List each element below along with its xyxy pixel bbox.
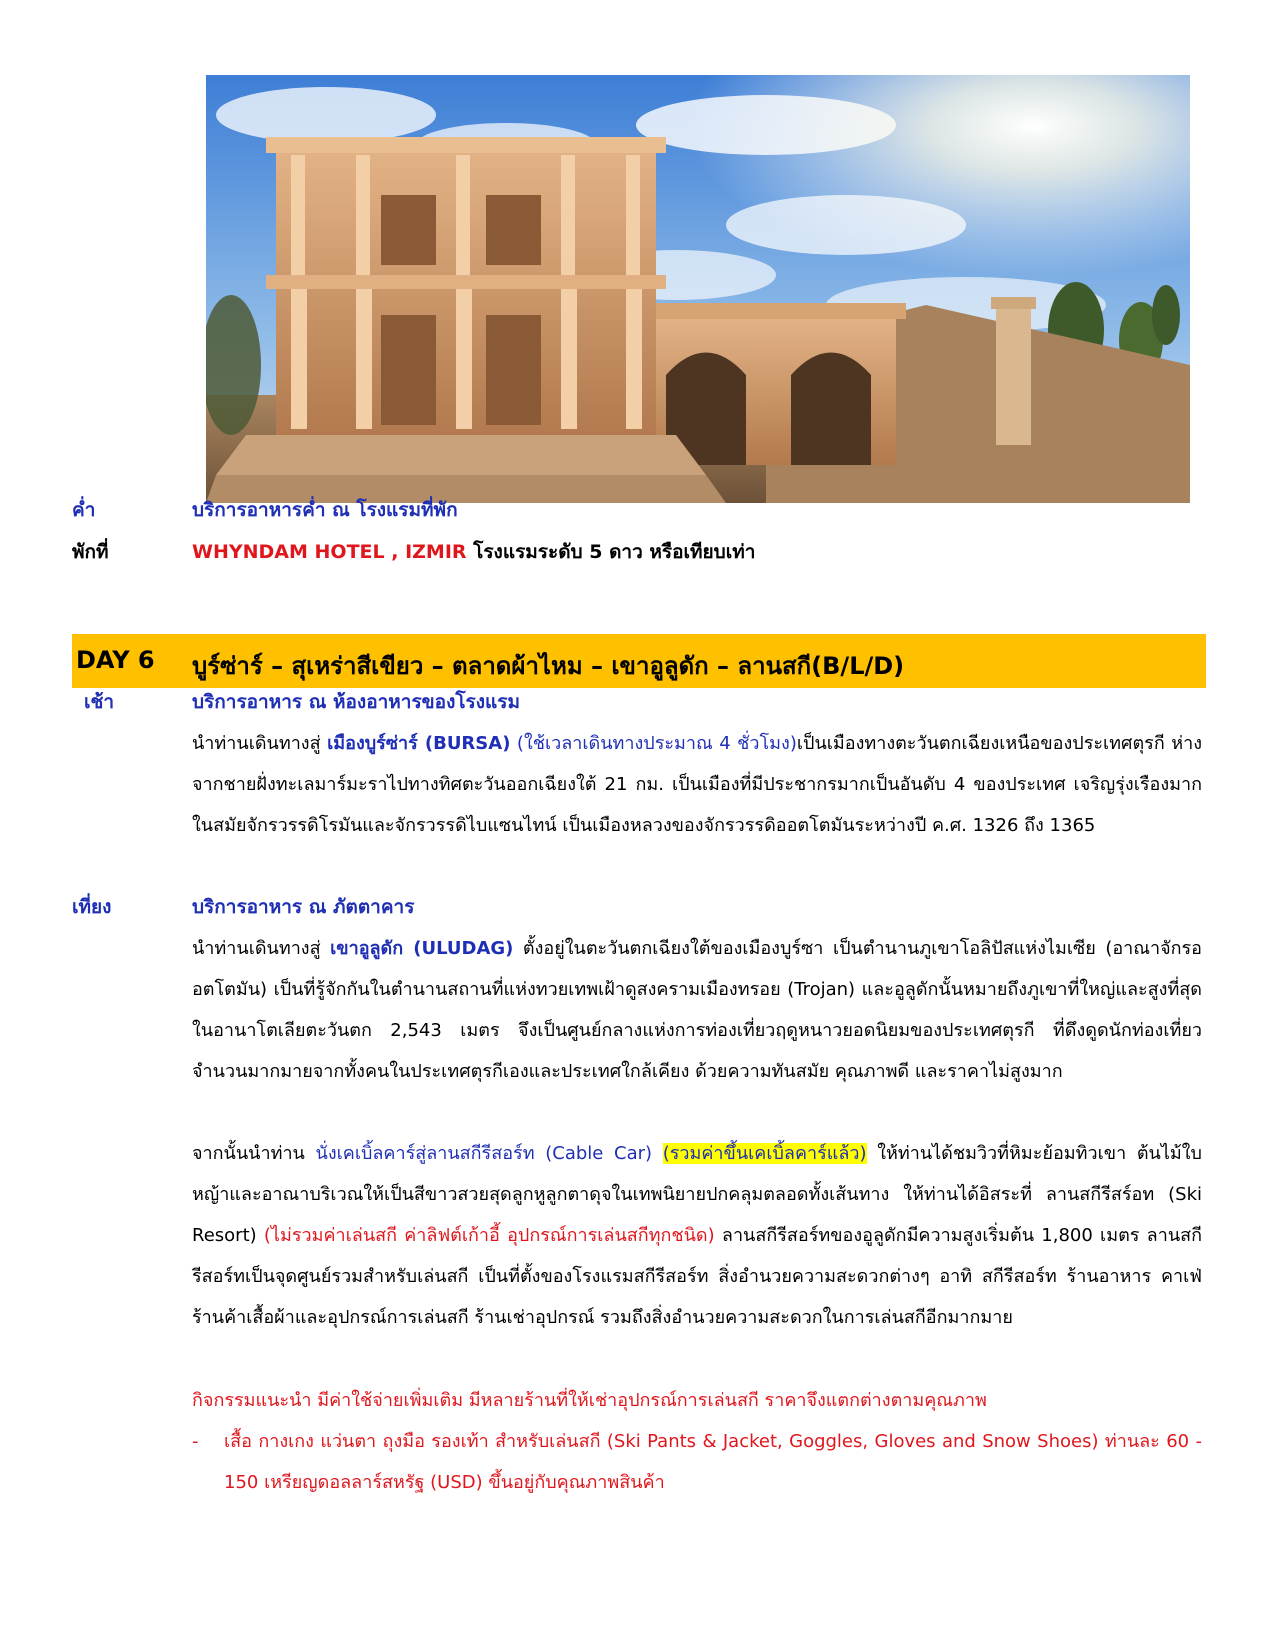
p3-space <box>652 1143 663 1164</box>
p3-c: ลานสกีรีสอร์ทของอูลูดักมีความสูงเริ่มต้น 1,800 เมตร ลานสกีรีสอร์ทเป็นจุดศูนย์รวมสำหรับเล่นสกี เป็นที่ตั้งของโรงแรมสกีรีสอร์ท สิ่งอำนวยความสะดวกต่างๆ อาทิ สกีรีสอร์ท ร้านอาหาร คาเฟ่ ร้านค้าเสื้อผ้าและอุปกรณ์การเล่นสกี ร้านเช่าอุปกรณ์ รวมถึงสิ่งอำนวยความสะดวกในการเล่นสกีอีกมากมาย <box>192 1225 1203 1328</box>
activity-note: กิจกรรมแนะนำ มีค่าใช้จ่ายเพิ่มเติม มีหลายร้านที่ให้เช่าอุปกรณ์การเล่นสกี ราคาจึงแตกต่างตามคุณภาพ <box>192 1390 987 1411</box>
p3-excluded: (ไม่รวมค่าเล่นสกี ค่าลิฟต์เก้าอี้ อุปกรณ์การเล่นสกีทุกชนิด) <box>263 1225 715 1246</box>
hotel-rest-b: ดาว หรือเทียบเท่า <box>602 541 756 563</box>
dinner-row <box>72 496 1202 526</box>
day-title: บูร์ซ่าร์ – สุเหร่าสีเขียว – ตลาดผ้าไหม – เขาอูลูดัก – ลานสกี(B/L/D) <box>192 652 905 680</box>
noon-row <box>72 893 1202 923</box>
p3-included: (รวมค่าขึ้นเคเบิ้ลคาร์แล้ว) <box>662 1143 867 1164</box>
hotel-name: WHYNDAM HOTEL , IZMIR <box>192 541 467 563</box>
p3-cable: นั่งเคเบิ้ลคาร์สู่ลานสกีรีสอร์ท (Cable Car) <box>315 1143 653 1164</box>
paragraph-uludag <box>192 928 1202 1092</box>
stay-label: พักที่ <box>72 541 109 563</box>
morning-row <box>72 688 1202 718</box>
p1-time: (ใช้เวลาเดินทางประมาณ 4 ชั่วโมง) <box>510 733 797 754</box>
hero-photo <box>206 75 1190 503</box>
noon-meal: บริการอาหาร ณ ภัตตาคาร <box>192 896 415 918</box>
p2-place: เขาอูลูดัก (ULUDAG) <box>330 938 514 959</box>
p2-b: ตั้งอยู่ในตะวันตกเฉียงใต้ของเมืองบูร์ซา เป็นตำนานภูเขาโอลิปัสแห่งไมเซีย (อาณาจักรออตโตมัน) เป็นที่รู้จักกันในตำนานสถานที่แห่งทวยเทพเฝ้าดูสงครามเมืองทรอย (Trojan) และอูลูดักนั้นหมายถึงภูเขาที่ใหญ่และสูงที่สุดในอานาโตเลียตะวันตก 2,543 เมตร จึงเป็นศูนย์กลางแห่งการท่องเที่ยวฤดูหนาวยอดนิยมของประเทศตุรกี ที่ดึงดูดนักท่องเที่ยวจำนวนมากมายจากทั้งคนในประเทศตุรกีเองและประเทศใกล้เคียง ด้วยความทันสมัย คุณภาพดี และราคาไม่สูงมาก <box>192 938 1202 1082</box>
p3-b: ให้ท่านได้ชมวิวที่หิมะย้อมทิวเขา ต้นไม้ใบหญ้าและอาณาบริเวณให้เป็นสีขาวสวยสุดลูกหูลูกตาดุจในเทพนิยายปกคลุมตลอดทั้งเส้นทาง ให้ท่านได้อิสระที่ ลานสกีรีสร์อท (Ski Resort) <box>192 1143 1202 1246</box>
p1-b: เป็นเมืองทางตะวันตกเฉียงเหนือของประเทศตุรกี ห่างจากชายฝั่งทะเลมาร์มะราไปทางทิศตะวันออกเฉียงใต้ 21 กม. เป็นเมืองที่มีประชากรมากเป็นอันดับ 4 ของประเทศ เจริญรุ่งเรืองมากในสมัยจักรวรรดิโรมันและจักรวรรดิไบแซนไทน์ เป็นเมืองหลวงของจักรวรรดิออตโตมันระหว่างปี ค.ศ. 1326 ถึง 1365 <box>192 733 1203 836</box>
paragraph-bursa <box>192 723 1202 846</box>
stay-row <box>72 538 1202 568</box>
hotel-rest-a: โรงแรมระดับ <box>466 541 590 563</box>
dinner-label: ค่ำ <box>72 499 96 521</box>
bullet-ski-gear <box>192 1421 1202 1505</box>
p1-a: นำท่านเดินทางสู่ <box>192 733 328 754</box>
morning-meal: บริการอาหาร ณ ห้องอาหารของโรงแรม <box>192 691 521 713</box>
morning-label: เช้า <box>84 691 115 713</box>
noon-label: เที่ยง <box>72 896 112 918</box>
p3-a: จากนั้นนำท่าน <box>192 1143 316 1164</box>
bullet-dash: - <box>192 1431 199 1452</box>
day-header <box>72 634 1206 688</box>
day-label: DAY 6 <box>76 646 155 674</box>
bullet-text: เสื้อ กางเกง แว่นตา ถุงมือ รองเท้า สำหรับเล่นสกี (Ski Pants & Jacket, Goggles, Gloves and Snow Shoes) ท่านละ 60 - 150 เหรียญดอลลาร์สหรัฐ (USD) ขึ้นอยู่กับคุณภาพสินค้า <box>224 1431 1202 1493</box>
dinner-value: บริการอาหารค่ำ ณ โรงแรมที่พัก <box>192 499 458 521</box>
p2-a: นำท่านเดินทางสู่ <box>192 938 331 959</box>
paragraph-cable-car <box>192 1133 1202 1338</box>
stay-value <box>192 538 755 566</box>
p1-city: เมืองบูร์ซ่าร์ (BURSA) <box>327 733 511 754</box>
hotel-star: 5 <box>589 541 603 563</box>
